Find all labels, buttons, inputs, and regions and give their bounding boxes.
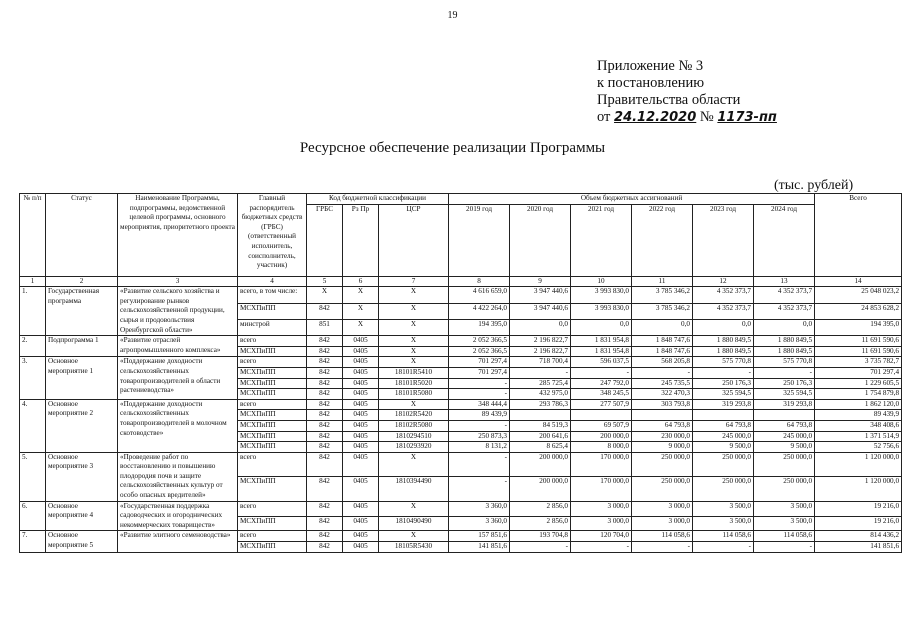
value-cell: 568 205,8 <box>632 357 693 368</box>
total-cell: 1 120 000,0 <box>815 477 902 501</box>
value-cell: 293 786,3 <box>510 399 571 410</box>
value-cell: 285 725,4 <box>510 378 571 389</box>
value-cell: 170 000,0 <box>571 477 632 501</box>
value-cell: 4 352 373,7 <box>754 303 815 319</box>
grbs-cell: МСХПиПП <box>238 442 307 453</box>
value-cell: - <box>754 542 815 553</box>
grbs-cell: МСХПиПП <box>238 516 307 531</box>
grbs-cell: всего <box>238 357 307 368</box>
value-cell: 2 052 366,5 <box>449 346 510 357</box>
table-row <box>20 501 902 516</box>
total-cell: 194 395,0 <box>815 319 902 335</box>
value-cell: - <box>693 542 754 553</box>
header-year: 2019 год <box>449 204 510 276</box>
grbs-cell: МСХПиПП <box>238 542 307 553</box>
value-cell: 0,0 <box>632 319 693 335</box>
column-number: 14 <box>815 276 902 287</box>
value-cell: 8 625,4 <box>510 442 571 453</box>
value-cell: 701 297,4 <box>449 367 510 378</box>
value-cell: 319 293,8 <box>693 399 754 410</box>
grbs-cell: всего, в том числе: <box>238 287 307 303</box>
total-cell: 19 216,0 <box>815 516 902 531</box>
value-cell: 2 052 366,5 <box>449 336 510 347</box>
value-cell: 1 831 954,8 <box>571 346 632 357</box>
code-grbs-cell: 842 <box>307 389 343 400</box>
row-number: 2. <box>20 336 46 357</box>
value-cell: 3 360,0 <box>449 501 510 516</box>
code-rzpr-cell: 0405 <box>343 501 379 516</box>
appendix-line: к постановлению <box>597 75 705 91</box>
value-cell <box>632 410 693 421</box>
value-cell: 3 500,0 <box>754 501 815 516</box>
total-cell: 24 853 628,2 <box>815 303 902 319</box>
header-grbs: Главный распорядитель бюджетных средств (ГРБС) (ответственный исполнитель, соисполнитель, участник) <box>238 194 307 277</box>
value-cell: 348 245,5 <box>571 389 632 400</box>
table-row <box>20 399 902 410</box>
column-number: 1 <box>20 276 46 287</box>
row-name: «Поддержание доходности сельскохозяйственных товаропроизводителей в области растениеводства» <box>118 357 238 399</box>
code-csr-cell: 18101R5410 <box>379 367 449 378</box>
code-csr-cell: Х <box>379 303 449 319</box>
table-row <box>20 452 902 476</box>
code-rzpr-cell: 0405 <box>343 410 379 421</box>
value-cell: 303 793,8 <box>632 399 693 410</box>
total-cell: 19 216,0 <box>815 501 902 516</box>
row-name: «Развитие сельского хозяйства и регулирование рынков сельскохозяйственной продукции, сырья и продовольствия Оренбургской области» <box>118 287 238 336</box>
value-cell <box>693 410 754 421</box>
row-name: «Поддержание доходности сельскохозяйственных товаропроизводителей в молочном скотоводстве» <box>118 399 238 452</box>
grbs-cell: всего <box>238 399 307 410</box>
header-status: Статус <box>46 194 118 277</box>
value-cell: 8 131,2 <box>449 442 510 453</box>
value-cell: 193 704,8 <box>510 531 571 542</box>
total-cell: 25 048 023,2 <box>815 287 902 303</box>
table-row <box>20 336 902 347</box>
grbs-cell: всего <box>238 501 307 516</box>
value-cell: 114 058,6 <box>693 531 754 542</box>
total-cell: 52 756,6 <box>815 442 902 453</box>
code-rzpr-cell: 0405 <box>343 367 379 378</box>
value-cell: - <box>510 542 571 553</box>
total-cell: 814 436,2 <box>815 531 902 542</box>
value-cell: 3 947 440,6 <box>510 287 571 303</box>
code-csr-cell: Х <box>379 319 449 335</box>
value-cell: 3 785 346,2 <box>632 287 693 303</box>
value-cell: 1 880 849,5 <box>693 346 754 357</box>
value-cell: 0,0 <box>693 319 754 335</box>
value-cell: 141 851,6 <box>449 542 510 553</box>
row-name: «Проведение работ по восстановлению и повышению плодородия почв и защите сельскохозяйственных культур от особо опасных вредителей» <box>118 452 238 501</box>
value-cell: 3 993 830,0 <box>571 303 632 319</box>
value-cell: 596 037,5 <box>571 357 632 368</box>
total-cell: 1 371 514,9 <box>815 431 902 442</box>
appendix-line: Приложение № 3 <box>597 58 704 74</box>
value-cell: 250 000,0 <box>754 477 815 501</box>
value-cell: - <box>510 367 571 378</box>
units-label: (тыс. рублей) <box>774 178 854 193</box>
header-total: Всего <box>815 194 902 277</box>
table-row <box>20 357 902 368</box>
row-status: Основное мероприятие 5 <box>46 531 118 552</box>
value-cell: 250 176,3 <box>693 378 754 389</box>
code-csr-cell: Х <box>379 357 449 368</box>
header-year: 2021 год <box>571 204 632 276</box>
code-grbs-cell: 842 <box>307 367 343 378</box>
code-csr-cell: 1810294510 <box>379 431 449 442</box>
value-cell: 3 785 346,2 <box>632 303 693 319</box>
value-cell: - <box>693 367 754 378</box>
value-cell: 250 000,0 <box>632 452 693 476</box>
code-grbs-cell: 842 <box>307 346 343 357</box>
code-rzpr-cell: 0405 <box>343 542 379 553</box>
value-cell: 230 000,0 <box>632 431 693 442</box>
row-number: 1. <box>20 287 46 336</box>
code-grbs-cell: 842 <box>307 431 343 442</box>
value-cell: 3 947 440,6 <box>510 303 571 319</box>
value-cell: 4 352 373,7 <box>693 287 754 303</box>
column-number: 4 <box>238 276 307 287</box>
header-budget-code: Код бюджетной классификации <box>307 194 449 205</box>
value-cell: 250 000,0 <box>693 477 754 501</box>
value-cell: 9 500,0 <box>754 442 815 453</box>
code-csr-cell: Х <box>379 452 449 476</box>
row-status: Подпрограмма 1 <box>46 336 118 357</box>
value-cell: 245 000,0 <box>693 431 754 442</box>
grbs-cell: минстрой <box>238 319 307 335</box>
grbs-cell: МСХПиПП <box>238 346 307 357</box>
total-cell: 1 120 000,0 <box>815 452 902 476</box>
code-grbs-cell: 842 <box>307 336 343 347</box>
value-cell: 114 058,6 <box>754 531 815 542</box>
value-cell: 2 196 822,7 <box>510 346 571 357</box>
grbs-cell: МСХПиПП <box>238 378 307 389</box>
total-cell: 348 408,6 <box>815 420 902 431</box>
row-status: Основное мероприятие 3 <box>46 452 118 501</box>
total-cell: 1 754 879,8 <box>815 389 902 400</box>
value-cell: 348 444,4 <box>449 399 510 410</box>
value-cell: 3 500,0 <box>693 516 754 531</box>
header-year: 2023 год <box>693 204 754 276</box>
column-number: 8 <box>449 276 510 287</box>
value-cell: 250 000,0 <box>693 452 754 476</box>
value-cell: - <box>632 542 693 553</box>
value-cell: 4 352 373,7 <box>754 287 815 303</box>
value-cell: 9 000,0 <box>632 442 693 453</box>
column-number: 2 <box>46 276 118 287</box>
value-cell: 1 848 747,6 <box>632 346 693 357</box>
header-name: Наименование Программы, подпрограммы, ведомственной целевой программы, основного мероприятия, приоритетного проекта <box>118 194 238 277</box>
appendix-date-line <box>597 109 777 126</box>
row-name: «Государственная поддержка садоводческих и огороднических некоммерческих товариществ» <box>118 501 238 531</box>
row-status: Основное мероприятие 4 <box>46 501 118 531</box>
value-cell: 2 856,0 <box>510 516 571 531</box>
value-cell: 3 000,0 <box>571 501 632 516</box>
value-cell: 575 770,8 <box>693 357 754 368</box>
value-cell: 64 793,8 <box>754 420 815 431</box>
table-row <box>20 531 902 542</box>
row-number: 6. <box>20 501 46 531</box>
row-status: Основное мероприятие 1 <box>46 357 118 399</box>
value-cell: 4 616 659,0 <box>449 287 510 303</box>
value-cell: 325 594,5 <box>693 389 754 400</box>
header-code-rzpr: Рз Пр <box>343 204 379 276</box>
code-csr-cell: 1810490490 <box>379 516 449 531</box>
value-cell: 250 000,0 <box>754 452 815 476</box>
header-year: 2020 год <box>510 204 571 276</box>
value-cell: 1 831 954,8 <box>571 336 632 347</box>
grbs-cell: МСХПиПП <box>238 420 307 431</box>
value-cell: 3 500,0 <box>754 516 815 531</box>
value-cell: 4 352 373,7 <box>693 303 754 319</box>
value-cell: 3 993 830,0 <box>571 287 632 303</box>
code-rzpr-cell: 0405 <box>343 336 379 347</box>
code-csr-cell: Х <box>379 501 449 516</box>
grbs-cell: всего <box>238 531 307 542</box>
document-title: Ресурсное обеспечение реализации Программы <box>299 140 606 156</box>
code-grbs-cell: 842 <box>307 531 343 542</box>
value-cell: 575 770,8 <box>754 357 815 368</box>
code-csr-cell: Х <box>379 531 449 542</box>
value-cell: - <box>449 452 510 476</box>
row-number: 3. <box>20 357 46 399</box>
value-cell: 432 975,0 <box>510 389 571 400</box>
code-csr-cell: Х <box>379 336 449 347</box>
total-cell: 1 862 120,0 <box>815 399 902 410</box>
value-cell: 64 793,8 <box>632 420 693 431</box>
value-cell: 0,0 <box>754 319 815 335</box>
code-grbs-cell: 842 <box>307 501 343 516</box>
code-rzpr-cell: 0405 <box>343 516 379 531</box>
number-label: № <box>699 109 714 125</box>
code-rzpr-cell: 0405 <box>343 399 379 410</box>
value-cell: 84 519,3 <box>510 420 571 431</box>
code-grbs-cell: Х <box>307 287 343 303</box>
value-cell: 322 470,3 <box>632 389 693 400</box>
value-cell: 325 594,5 <box>754 389 815 400</box>
grbs-cell: МСХПиПП <box>238 367 307 378</box>
value-cell: 0,0 <box>510 319 571 335</box>
value-cell: 200 000,0 <box>571 431 632 442</box>
code-csr-cell: Х <box>379 399 449 410</box>
code-csr-cell: 18101R5020 <box>379 378 449 389</box>
code-rzpr-cell: Х <box>343 319 379 335</box>
column-number: 6 <box>343 276 379 287</box>
total-cell: 11 691 590,6 <box>815 336 902 347</box>
code-grbs-cell: 842 <box>307 378 343 389</box>
value-cell: 9 500,0 <box>693 442 754 453</box>
row-name: «Развитие элитного семеноводства» <box>118 531 238 552</box>
value-cell: 245 735,5 <box>632 378 693 389</box>
grbs-cell: МСХПиПП <box>238 389 307 400</box>
value-cell <box>510 410 571 421</box>
handwritten-number: 1173-пп <box>717 110 777 125</box>
code-rzpr-cell: 0405 <box>343 378 379 389</box>
value-cell: 194 395,0 <box>449 319 510 335</box>
value-cell: - <box>449 389 510 400</box>
code-rzpr-cell: 0405 <box>343 452 379 476</box>
code-csr-cell: Х <box>379 287 449 303</box>
value-cell <box>754 410 815 421</box>
value-cell: 200 000,0 <box>510 477 571 501</box>
code-rzpr-cell: 0405 <box>343 389 379 400</box>
value-cell: 247 792,0 <box>571 378 632 389</box>
code-rzpr-cell: 0405 <box>343 420 379 431</box>
value-cell: 3 000,0 <box>632 501 693 516</box>
grbs-cell: всего <box>238 452 307 476</box>
column-number: 11 <box>632 276 693 287</box>
code-grbs-cell: 851 <box>307 319 343 335</box>
header-year: 2024 год <box>754 204 815 276</box>
column-number: 13 <box>754 276 815 287</box>
value-cell: - <box>449 378 510 389</box>
value-cell: 69 507,9 <box>571 420 632 431</box>
value-cell: - <box>449 477 510 501</box>
value-cell: 64 793,8 <box>693 420 754 431</box>
column-number: 12 <box>693 276 754 287</box>
resource-table <box>19 193 902 553</box>
value-cell: 277 507,9 <box>571 399 632 410</box>
total-cell: 701 297,4 <box>815 367 902 378</box>
header-code-grbs: ГРБС <box>307 204 343 276</box>
code-grbs-cell: 842 <box>307 303 343 319</box>
total-cell: 3 735 782,7 <box>815 357 902 368</box>
code-grbs-cell: 842 <box>307 442 343 453</box>
value-cell: 3 360,0 <box>449 516 510 531</box>
header-code-csr: ЦСР <box>379 204 449 276</box>
code-rzpr-cell: 0405 <box>343 431 379 442</box>
value-cell: 8 000,0 <box>571 442 632 453</box>
code-csr-cell: 18105R5430 <box>379 542 449 553</box>
code-grbs-cell: 842 <box>307 410 343 421</box>
code-grbs-cell: 842 <box>307 516 343 531</box>
handwritten-date: 24.12.2020 <box>614 110 697 125</box>
value-cell: 245 000,0 <box>754 431 815 442</box>
value-cell: 1 880 849,5 <box>693 336 754 347</box>
value-cell <box>571 410 632 421</box>
value-cell: 157 851,6 <box>449 531 510 542</box>
from-label: от <box>597 109 611 125</box>
code-grbs-cell: 842 <box>307 399 343 410</box>
value-cell: - <box>754 367 815 378</box>
total-cell: 141 851,6 <box>815 542 902 553</box>
value-cell: 114 058,6 <box>632 531 693 542</box>
value-cell: 250 176,3 <box>754 378 815 389</box>
code-rzpr-cell: Х <box>343 303 379 319</box>
code-rzpr-cell: 0405 <box>343 477 379 501</box>
total-cell: 11 691 590,6 <box>815 346 902 357</box>
code-rzpr-cell: 0405 <box>343 442 379 453</box>
column-number: 3 <box>118 276 238 287</box>
code-csr-cell: Х <box>379 346 449 357</box>
value-cell: - <box>632 367 693 378</box>
total-cell: 89 439,9 <box>815 410 902 421</box>
column-number: 5 <box>307 276 343 287</box>
code-csr-cell: 18101R5080 <box>379 389 449 400</box>
grbs-cell: МСХПиПП <box>238 477 307 501</box>
value-cell: 2 856,0 <box>510 501 571 516</box>
value-cell: - <box>571 367 632 378</box>
table-body <box>20 287 902 552</box>
value-cell: 120 704,0 <box>571 531 632 542</box>
value-cell: 0,0 <box>571 319 632 335</box>
value-cell: 2 196 822,7 <box>510 336 571 347</box>
value-cell: 89 439,9 <box>449 410 510 421</box>
value-cell: - <box>449 420 510 431</box>
row-number: 7. <box>20 531 46 552</box>
code-grbs-cell: 842 <box>307 477 343 501</box>
value-cell: 718 700,4 <box>510 357 571 368</box>
grbs-cell: МСХПиПП <box>238 431 307 442</box>
grbs-cell: МСХПиПП <box>238 303 307 319</box>
column-number: 7 <box>379 276 449 287</box>
value-cell: 250 000,0 <box>632 477 693 501</box>
row-status: Государственная программа <box>46 287 118 336</box>
code-rzpr-cell: Х <box>343 287 379 303</box>
value-cell: 1 880 849,5 <box>754 336 815 347</box>
code-csr-cell: 18102R5420 <box>379 410 449 421</box>
value-cell: 170 000,0 <box>571 452 632 476</box>
value-cell: 1 880 849,5 <box>754 346 815 357</box>
value-cell: 3 500,0 <box>693 501 754 516</box>
value-cell: 701 297,4 <box>449 357 510 368</box>
table-row <box>20 287 902 303</box>
code-rzpr-cell: 0405 <box>343 346 379 357</box>
value-cell: 1 848 747,6 <box>632 336 693 347</box>
row-number: 4. <box>20 399 46 452</box>
row-name: «Развитие отраслей агропромышленного комплекса» <box>118 336 238 357</box>
value-cell: 200 641,6 <box>510 431 571 442</box>
value-cell: 250 873,3 <box>449 431 510 442</box>
code-rzpr-cell: 0405 <box>343 531 379 542</box>
value-cell: 319 293,8 <box>754 399 815 410</box>
page-number: 19 <box>447 10 458 21</box>
row-number: 5. <box>20 452 46 501</box>
column-number: 9 <box>510 276 571 287</box>
column-number: 10 <box>571 276 632 287</box>
code-csr-cell: 1810293920 <box>379 442 449 453</box>
grbs-cell: всего <box>238 336 307 347</box>
code-grbs-cell: 842 <box>307 452 343 476</box>
code-csr-cell: 1810394490 <box>379 477 449 501</box>
header-volume: Объем бюджетных ассигнований <box>449 194 815 205</box>
grbs-cell: МСХПиПП <box>238 410 307 421</box>
value-cell: 4 422 264,0 <box>449 303 510 319</box>
value-cell: 3 000,0 <box>632 516 693 531</box>
code-grbs-cell: 842 <box>307 542 343 553</box>
value-cell: - <box>571 542 632 553</box>
value-cell: 3 000,0 <box>571 516 632 531</box>
appendix-header <box>597 58 777 126</box>
total-cell: 1 229 605,5 <box>815 378 902 389</box>
row-status: Основное мероприятие 2 <box>46 399 118 452</box>
appendix-line: Правительства области <box>597 92 741 108</box>
header-num: № п/п <box>20 194 46 277</box>
header-year: 2022 год <box>632 204 693 276</box>
code-csr-cell: 18102R5080 <box>379 420 449 431</box>
value-cell: 200 000,0 <box>510 452 571 476</box>
code-grbs-cell: 842 <box>307 420 343 431</box>
code-grbs-cell: 842 <box>307 357 343 368</box>
code-rzpr-cell: 0405 <box>343 357 379 368</box>
